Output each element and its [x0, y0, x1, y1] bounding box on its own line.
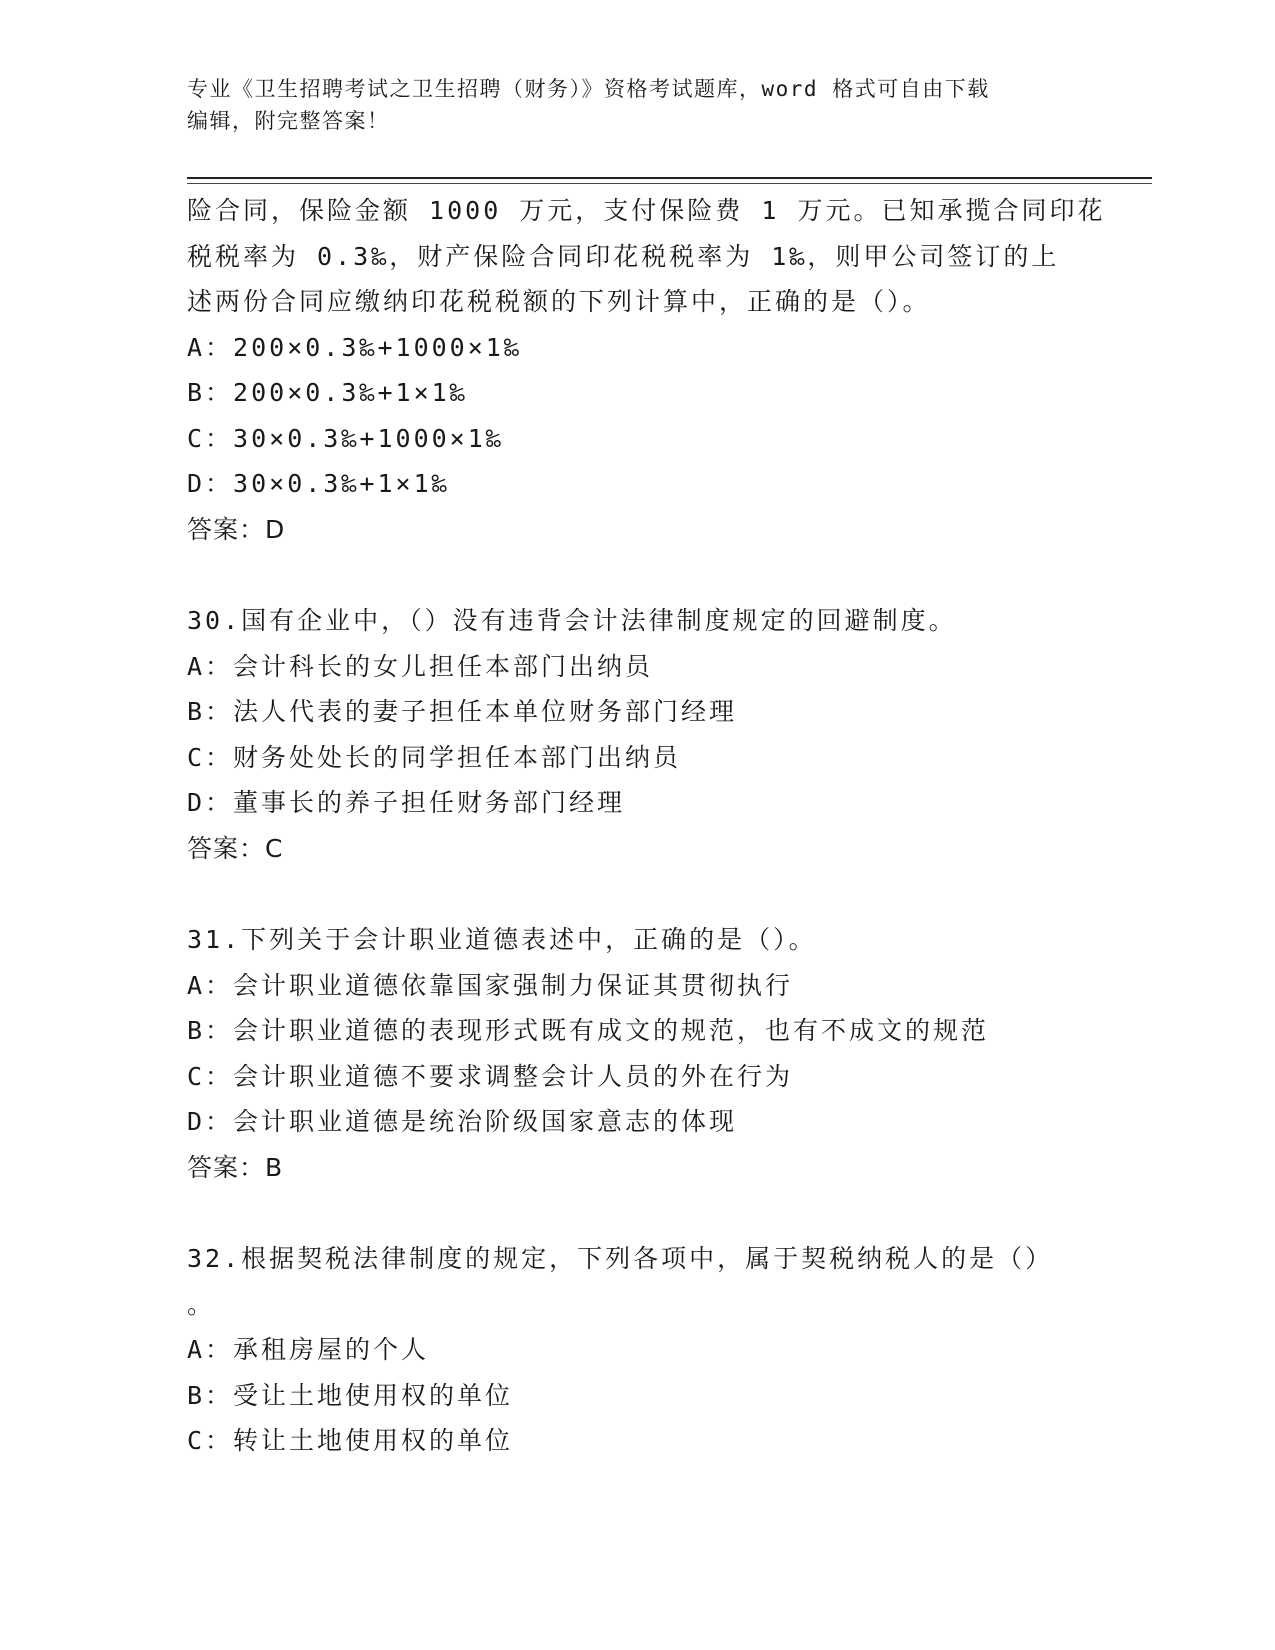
document-header — [187, 73, 1087, 137]
question-32 — [187, 1236, 1087, 1464]
option-b: B：200×0.3‰+1×1‰ — [187, 378, 468, 407]
spacer — [187, 552, 1087, 598]
question-stem-wrap: 。 — [187, 1289, 216, 1319]
option-c: C：转让土地使用权的单位 — [187, 1426, 514, 1455]
option-c: C：财务处处长的同学担任本部门出纳员 — [187, 742, 682, 772]
question-29 — [187, 188, 1106, 552]
question-stem: 31.下列关于会计职业道德表述中，正确的是（）。 — [187, 925, 817, 954]
question-stem-line: 税税率为 0.3‰，财产保险合同印花税税率为 1‰，则甲公司签订的上 — [187, 241, 1060, 271]
header-divider-thick — [187, 177, 1152, 179]
spacer — [187, 1190, 1087, 1236]
option-a: A：会计职业道德依靠国家强制力保证其贯彻执行 — [187, 970, 794, 1000]
header-line-2: 编辑，附完整答案！ — [187, 109, 390, 133]
option-a: A：会计科长的女儿担任本部门出纳员 — [187, 651, 654, 681]
option-d: D：30×0.3‰+1×1‰ — [187, 469, 450, 498]
option-a: A：承租房屋的个人 — [187, 1335, 430, 1364]
question-stem: 30.国有企业中，（）没有违背会计法律制度规定的回避制度。 — [187, 606, 957, 635]
spacer — [187, 871, 1087, 917]
option-d: D：会计职业道德是统治阶级国家意志的体现 — [187, 1107, 738, 1136]
question-30 — [187, 598, 1087, 871]
option-b: B：受让土地使用权的单位 — [187, 1380, 514, 1410]
answer-label: 答案：C — [187, 833, 284, 863]
option-b: B：会计职业道德的表现形式既有成文的规范，也有不成文的规范 — [187, 1016, 990, 1045]
question-list — [187, 188, 1106, 1464]
answer-label: 答案：B — [187, 1152, 284, 1182]
question-stem-line: 述两份合同应缴纳印花税税额的下列计算中，正确的是（）。 — [187, 287, 931, 316]
option-c: C：30×0.3‰+1000×1‰ — [187, 423, 504, 453]
header-line-1: 专业《卫生招聘考试之卫生招聘（财务）》资格考试题库，word 格式可自由下载 — [187, 77, 990, 101]
option-d: D：董事长的养子担任财务部门经理 — [187, 788, 626, 817]
option-b: B：法人代表的妻子担任本单位财务部门经理 — [187, 697, 738, 726]
header-divider-thin — [187, 183, 1152, 184]
question-stem: 32.根据契税法律制度的规定，下列各项中，属于契税纳税人的是（） — [187, 1244, 1054, 1273]
question-stem-line: 险合同，保险金额 1000 万元，支付保险费 1 万元。已知承揽合同印花 — [187, 196, 1106, 225]
question-31 — [187, 917, 1087, 1190]
option-c: C：会计职业道德不要求调整会计人员的外在行为 — [187, 1061, 794, 1091]
option-a: A：200×0.3‰+1000×1‰ — [187, 332, 522, 362]
answer-label: 答案：D — [187, 514, 286, 544]
